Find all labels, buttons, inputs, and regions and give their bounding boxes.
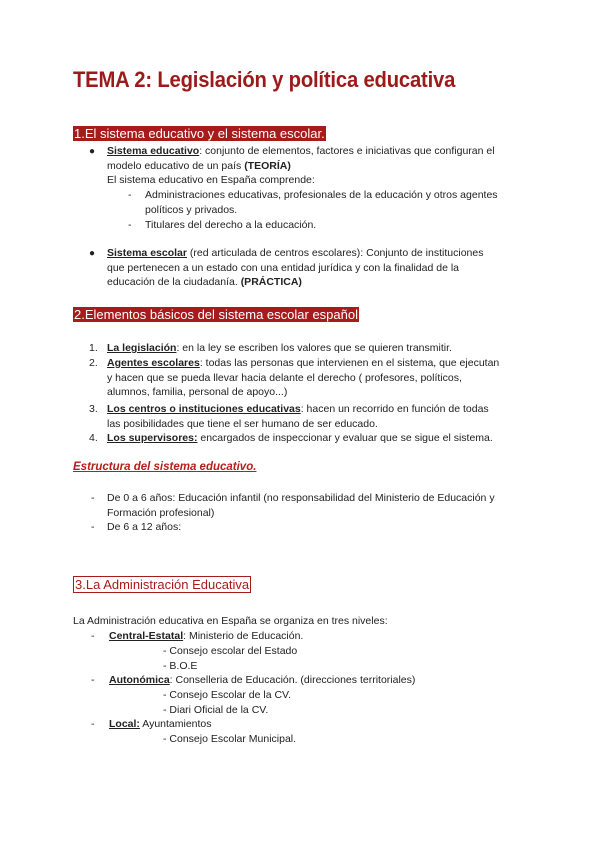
bullet-icon: ● <box>89 146 96 157</box>
numbered-item: 2. <box>89 357 98 369</box>
structure-item-0-6: De 0 a 6 años: Educación infantil (no responsabilidad del Ministerio de Educación y Formación profesional) <box>107 492 495 519</box>
section-1-heading: 1.El sistema educativo y el sistema escolar. <box>74 126 325 141</box>
item-supervisores: Los supervisores: encargados de inspeccionar y evaluar que se sigue el sistema. <box>107 432 493 444</box>
level-autonomica-sub: - Consejo Escolar de la CV. - Diari Oficial de la CV. <box>163 689 292 716</box>
admin-intro: La Administración educativa en España se organiza en tres niveles: <box>73 615 388 627</box>
structure-dash: - <box>91 521 95 533</box>
item-agentes-escolares: Agentes escolares: todas las personas que intervienen en el sistema, que ejecutan y hacen que se pueda llevar hacia delante el derecho ( profesores, políticos, alumnos, familia, personal de apoyo...) <box>107 357 500 399</box>
level-central-sub: - Consejo escolar del Estado - B.O.E <box>163 645 298 672</box>
section-2-heading: 2.Elementos básicos del sistema escolar español <box>74 307 358 322</box>
level-central: Central-Estatal: Ministerio de Educación. <box>109 630 304 642</box>
item-centros: Los centros o instituciones educativas: hacen un recorrido en función de todas las posibilidades que tiene el ser humano de ser educado. <box>107 403 489 430</box>
sub-dash: - <box>128 189 132 201</box>
level-dash: - <box>91 674 95 686</box>
level-local: Local: Ayuntamientos <box>109 718 212 730</box>
sub-dash: - <box>128 219 132 231</box>
numbered-item: 4. <box>89 432 98 444</box>
numbered-item: 3. <box>89 403 98 415</box>
sub-item-administraciones: Administraciones educativas, profesionales de la educación y otros agentes políticos y privados. <box>145 189 498 216</box>
level-dash: - <box>91 718 95 730</box>
item-sistema-escolar: Sistema escolar (red articulada de centros escolares): Conjunto de instituciones que pertenecen a un estado con una entidad jurídica y con la finalidad de la educación de la ciudadanía. (PRÁCTICA) <box>107 247 484 289</box>
bullet-icon: ● <box>89 248 96 259</box>
structure-subheading: Estructura del sistema educativo. <box>73 461 257 473</box>
item-sistema-educativo: Sistema educativo: conjunto de elementos, factores e iniciativas que configuran el modelo educativo de un país (TEORÍA) El sistema educativo en España comprende: <box>107 145 495 187</box>
level-local-sub: - Consejo Escolar Municipal. <box>163 733 297 745</box>
numbered-item: 1. <box>89 342 98 354</box>
sub-item-titulares: Titulares del derecho a la educación. <box>145 219 317 231</box>
level-autonomica: Autonómica: Conselleria de Educación. (direcciones territoriales) <box>109 674 416 686</box>
level-dash: - <box>91 630 95 642</box>
section-3-heading: 3.La Administración Educativa <box>75 577 250 592</box>
page-title: TEMA 2: Legislación y política educativa <box>73 67 456 92</box>
structure-item-6-12: De 6 a 12 años: <box>107 521 182 533</box>
item-legislacion: La legislación: en la ley se escriben los valores que se quieren transmitir. <box>107 342 452 354</box>
structure-dash: - <box>91 492 95 504</box>
